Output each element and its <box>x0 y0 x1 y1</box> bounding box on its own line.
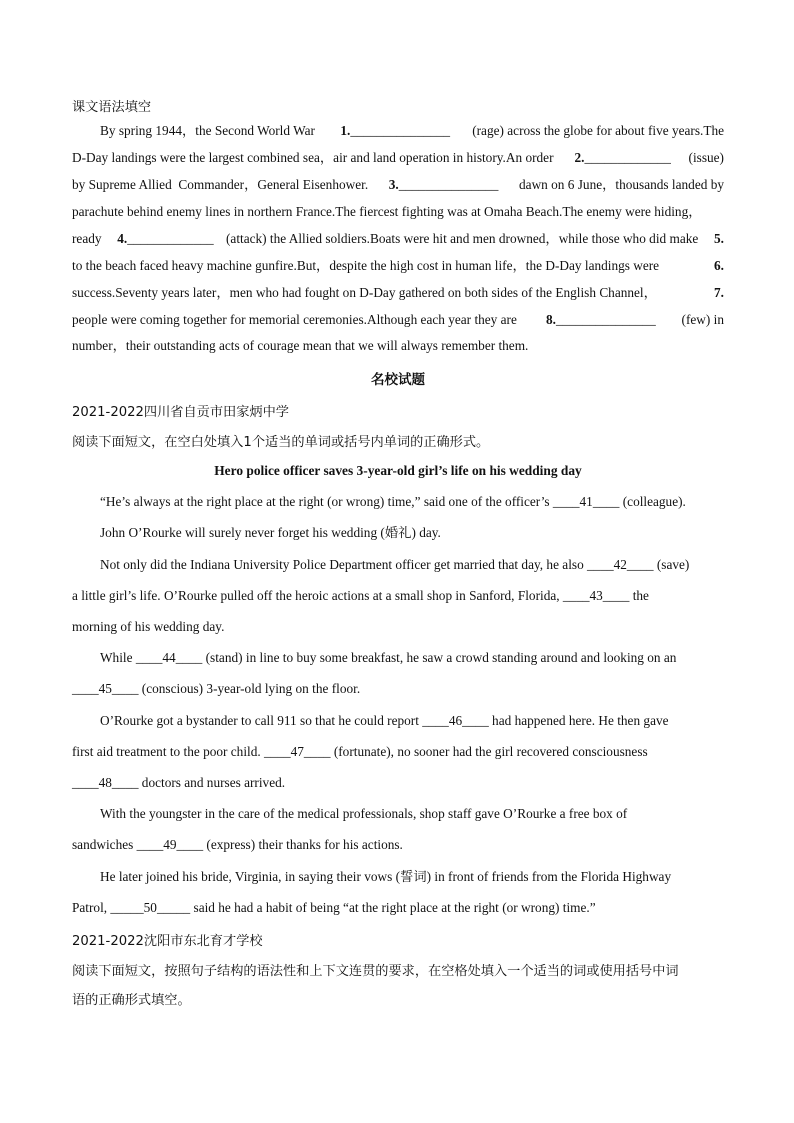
passage-2-line: morning of his wedding day. <box>72 619 225 634</box>
answer-blank[interactable]: _______________ <box>350 123 451 138</box>
instruction: 阅读下面短文，按照句子结构的语法性和上下文连贯的要求，在空格处填入一个适当的词或使用括号中词 <box>72 964 679 979</box>
passage-1-line: D-Day landings were the largest combined sea，air and land operation in history.An order 2._____________ (issue) <box>72 150 724 165</box>
passage-2-line: a little girl’s life. O’Rourke pulled off the heroic actions at a small shop in Sanford, Florida, ____43____ the <box>72 588 649 603</box>
instruction: 阅读下面短文，在空白处填入1个适当的单词或括号内单词的正确形式。 <box>72 435 490 450</box>
passage-2-line: Patrol, _____50_____ said he had a habit of being “at the right place at the right (or wrong) time.” <box>72 900 596 915</box>
passage-2-line: He later joined his bride, Virginia, in saying their vows (誓词) in front of friends from the Florida Highway <box>100 869 672 884</box>
passage-2-line: While ____44____ (stand) in line to buy some breakfast, he saw a crowd standing around and looking on an <box>100 650 677 665</box>
passage-2-line: ____48____ doctors and nurses arrived. <box>72 775 286 790</box>
section-heading: 课文语法填空 <box>72 100 152 115</box>
passage-1-line: people were coming together for memorial ceremonies.Although each year they are 8._______________ (few) in <box>72 312 724 327</box>
answer-blank[interactable]: _______________ <box>556 312 656 327</box>
passage-2-line: ____45____ (conscious) 3-year-old lying on the floor. <box>72 681 361 696</box>
blank-number: 7. <box>714 285 724 300</box>
section-title: 名校试题 <box>371 372 425 388</box>
passage-2-line: John O’Rourke will surely never forget his wedding (婚礼) day. <box>100 525 441 540</box>
passage-1-line: parachute behind enemy lines in northern France.The fiercest fighting was at Omaha Beach.The enemy were hiding， <box>72 204 702 219</box>
answer-blank[interactable]: _____________ <box>584 150 671 165</box>
answer-blank[interactable]: _____________ <box>127 231 214 246</box>
passage-2-line: “He’s always at the right place at the right (or wrong) time,” said one of the officer’s ____41____ (colleague). <box>100 494 686 509</box>
blank-number: 4. <box>117 231 128 246</box>
passage-1-line: to the beach faced heavy machine gunfire.But，despite the high cost in human life，the D-Day landings were 6. <box>72 258 724 273</box>
passage-1-line: by Supreme Allied Commander，General Eisenhower. 3._______________ dawn on 6 June，thousands landed by <box>72 177 724 192</box>
passage-2-line: sandwiches ____49____ (express) their thanks for his actions. <box>72 837 403 852</box>
blank-number: 1. <box>340 123 351 138</box>
passage-2-line: With the youngster in the care of the medical professionals, shop staff gave O’Rourke a free box of <box>100 806 628 821</box>
answer-blank[interactable]: _______________ <box>398 177 499 192</box>
school-name: 2021-2022四川省自贡市田家炳中学 <box>72 405 289 420</box>
passage-1-line: number，their outstanding acts of courage mean that we will always remember them. <box>72 338 529 353</box>
passage-1-line: success.Seventy years later，men who had fought on D-Day gathered on both sides of the English Channel， 7. <box>72 285 724 300</box>
passage-1-line: By spring 1944，the Second World War 1._______________ (rage) across the globe for about five years.The <box>100 123 724 138</box>
blank-number: 3. <box>388 177 399 192</box>
instruction: 语的正确形式填空。 <box>72 993 191 1008</box>
passage-1-line: ready 4._____________ (attack) the Allied soldiers.Boats were hit and men drowned，while those who did make 5. <box>72 231 724 246</box>
blank-number: 8. <box>546 312 556 327</box>
blank-number: 6. <box>714 258 724 273</box>
school-name: 2021-2022沈阳市东北育才学校 <box>72 934 263 949</box>
passage-2-line: O’Rourke got a bystander to call 911 so that he could report ____46____ had happened here. He then gave <box>100 713 669 728</box>
passage-2-line: first aid treatment to the poor child. ____47____ (fortunate), no sooner had the girl recovered consciousness <box>72 744 648 759</box>
blank-number: 2. <box>574 150 585 165</box>
passage-2-line: Not only did the Indiana University Police Department officer get married that day, he also ____42____ (save) <box>100 557 690 572</box>
blank-number: 5. <box>713 231 724 246</box>
article-title: Hero police officer saves 3-year-old girl’s life on his wedding day <box>214 463 582 478</box>
